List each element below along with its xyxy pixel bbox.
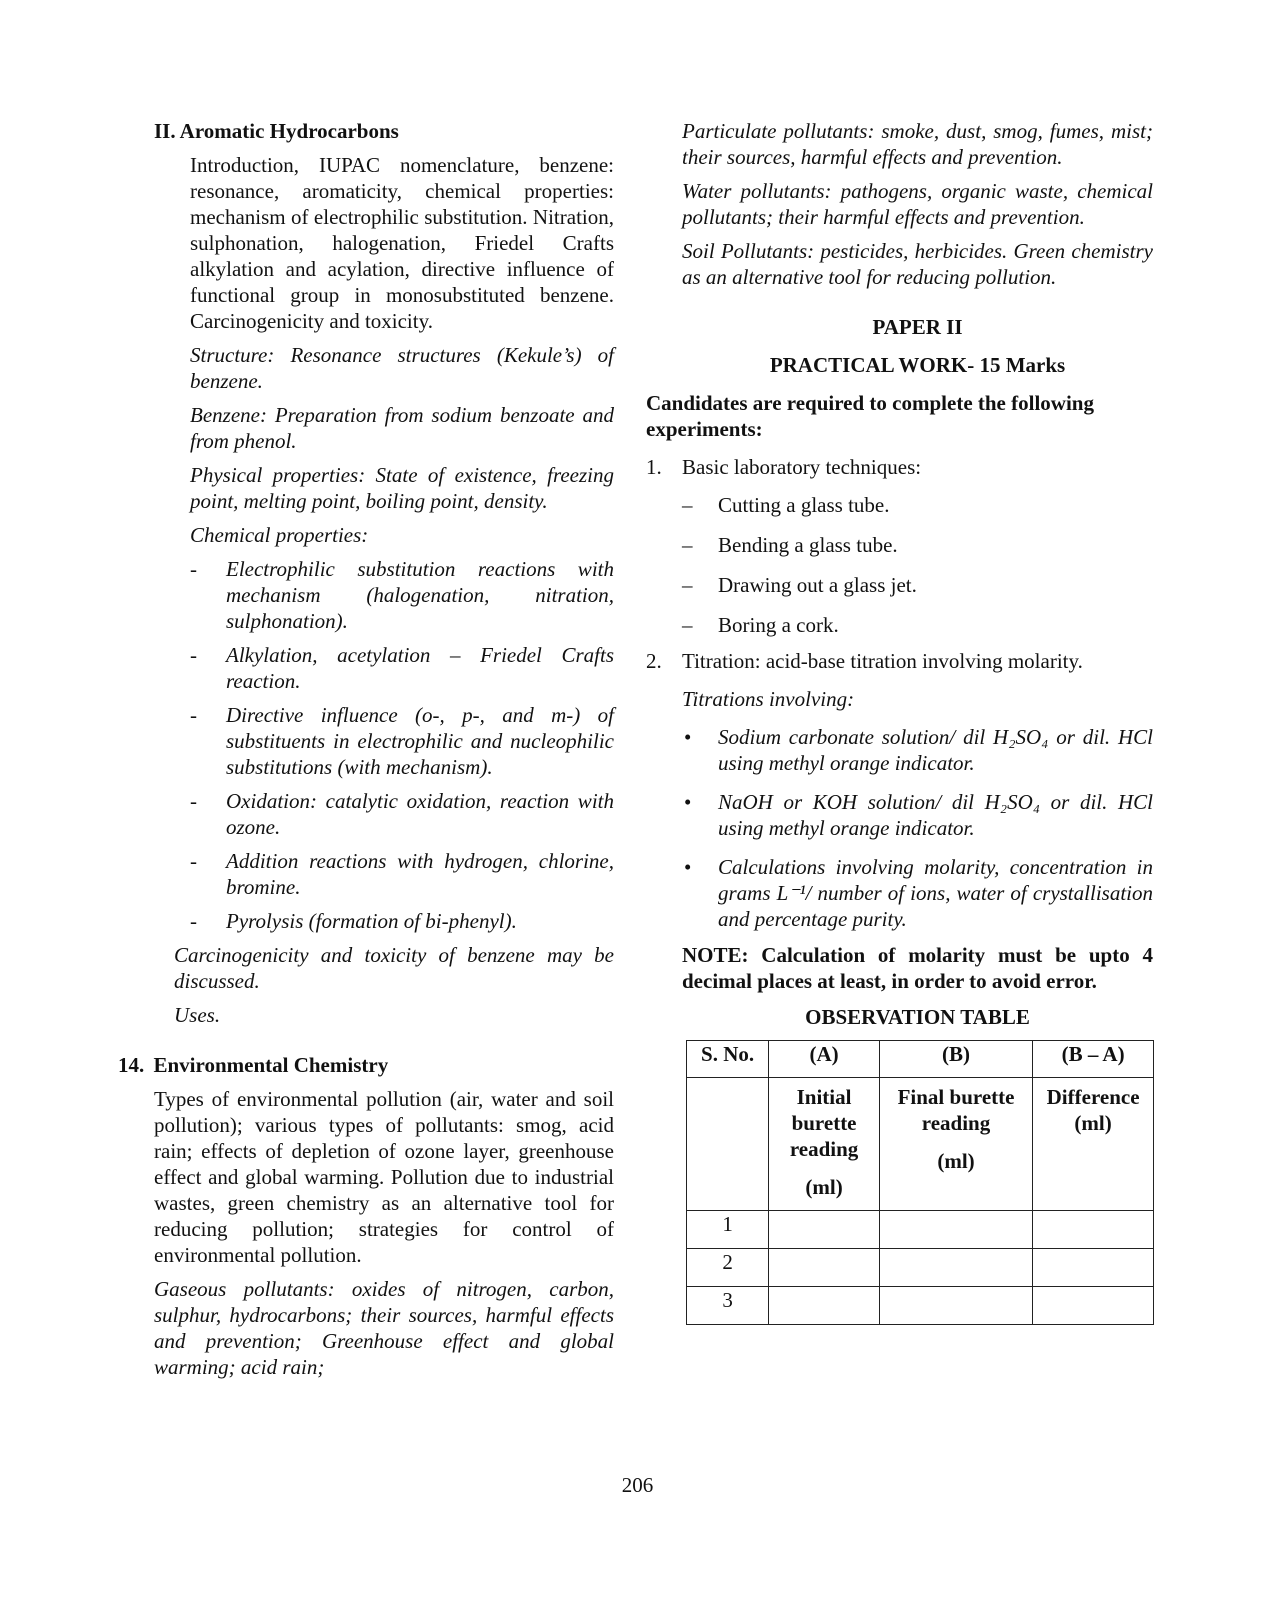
list-item: – Boring a cork. [682,613,839,637]
observation-table-title: OBSERVATION TABLE [805,1005,1030,1029]
table-header: (A) [769,1041,880,1078]
table-row [687,1287,1154,1325]
experiment-item-1: 1. Basic laboratory techniques: [646,455,922,479]
uses-text: Uses. [174,1003,221,1027]
table-header: S. No. [687,1041,769,1078]
right-column [646,118,1153,1325]
observation-table [686,1040,1154,1325]
env-intro: Types of environmental pollution (air, water and soil pollution); various types of pollutants: smog, acid rain; effects of depletion of ozone layer, greenhouse effect and global warming. Pollution due to industrial wastes, green chemistry as an alternative tool for reducing pollution; strategies for control of environmental pollution. [154,1087,614,1267]
table-header: (B – A) [1033,1041,1154,1078]
list-item: – Cutting a glass tube. [682,493,890,517]
soil-pollutants-text: Soil Pollutants: pesticides, herbicides. Green chemistry as an alternative tool for reducing pollution. [682,239,1153,289]
list-item: - Directive influence (o-, p-, and m-) of substituents in electrophilic and nucleophilic substitutions (with mechanism). [190,703,614,779]
list-item: - Alkylation, acetylation – Friedel Crafts reaction. [190,643,614,693]
list-item: - Pyrolysis (formation of bi-phenyl). [190,909,517,933]
titrations-list [682,724,1153,932]
table-header: (B) [879,1041,1032,1078]
list-item: – Bending a glass tube. [682,533,898,557]
table-row [687,1211,1154,1249]
particulate-pollutants-text: Particulate pollutants: smoke, dust, smog, fumes, mist; their sources, harmful effects and prevention. [682,119,1153,169]
structure-text: Structure: Resonance structures (Kekule’s) of benzene. [190,343,614,393]
row-number: 1 [687,1211,769,1249]
experiment-item-2: 2. Titration: acid-base titration involving molarity. [646,649,1083,673]
list-item: • NaOH or KOH solution/ dil H₂SO₄ or dil. HCl using methyl orange indicator. [684,790,1153,840]
benzene-prep-text: Benzene: Preparation from sodium benzoate and from phenol. [190,403,614,453]
left-column [118,118,614,1380]
env-heading: 14. Environmental Chemistry [118,1053,389,1077]
list-item: - Electrophilic substitution reactions with mechanism (halogenation, nitration, sulphonation). [190,557,614,633]
table-cell [687,1078,769,1211]
list-item: • Sodium carbonate solution/ dil H₂SO₄ or dil. HCl using methyl orange indicator. [684,725,1153,775]
list-item: • Calculations involving molarity, concentration in grams L⁻¹/ number of ions, water of crystallisation and percentage purity. [684,855,1153,931]
list-item: - Oxidation: catalytic oxidation, reaction with ozone. [190,789,614,839]
gaseous-pollutants-text: Gaseous pollutants: oxides of nitrogen, carbon, sulphur, hydrocarbons; their sources, harmful effects and prevention; Greenhouse effect and global warming; acid rain; [154,1277,614,1379]
practical-title: PRACTICAL WORK- 15 Marks [769,353,1066,377]
row-number: 2 [687,1249,769,1287]
candidates-instructions: Candidates are required to complete the following experiments: [646,391,1094,441]
table-subheader: Final burette reading (ml) [879,1078,1032,1211]
carcinogenicity-text: Carcinogenicity and toxicity of benzene may be discussed. [174,943,614,993]
physical-properties-text: Physical properties: State of existence, freezing point, melting point, boiling point, density. [190,463,614,513]
molarity-note: NOTE: Calculation of molarity must be upto 4 decimal places at least, in order to avoid error. [682,943,1153,993]
paper-title: PAPER II [872,315,963,339]
list-item: – Drawing out a glass jet. [682,573,917,597]
list-item: - Addition reactions with hydrogen, chlorine, bromine. [190,849,614,899]
chemical-properties-heading: Chemical properties: [190,523,369,547]
titrations-involving-label: Titrations involving: [682,687,855,711]
table-row [687,1249,1154,1287]
row-number: 3 [687,1287,769,1325]
aromatic-heading: II. Aromatic Hydrocarbons [154,119,399,143]
chemical-properties-list [190,556,614,934]
water-pollutants-text: Water pollutants: pathogens, organic waste, chemical pollutants; their harmful effects and prevention. [682,179,1153,229]
page-number: 206 [621,1473,654,1497]
table-subheader: Difference (ml) [1033,1078,1154,1211]
table-subheader: Initial burette reading (ml) [769,1078,880,1211]
basic-techniques-list [682,492,1153,638]
aromatic-intro: Introduction, IUPAC nomenclature, benzene: resonance, aromaticity, chemical properties: mechanism of electrophilic substitution. Nitration, sulphonation, halogenation, Friedel Crafts alkylation and acylation, directive influence of functional group in monosubstituted benzene. Carcinogenicity and toxicity. [190,153,614,333]
